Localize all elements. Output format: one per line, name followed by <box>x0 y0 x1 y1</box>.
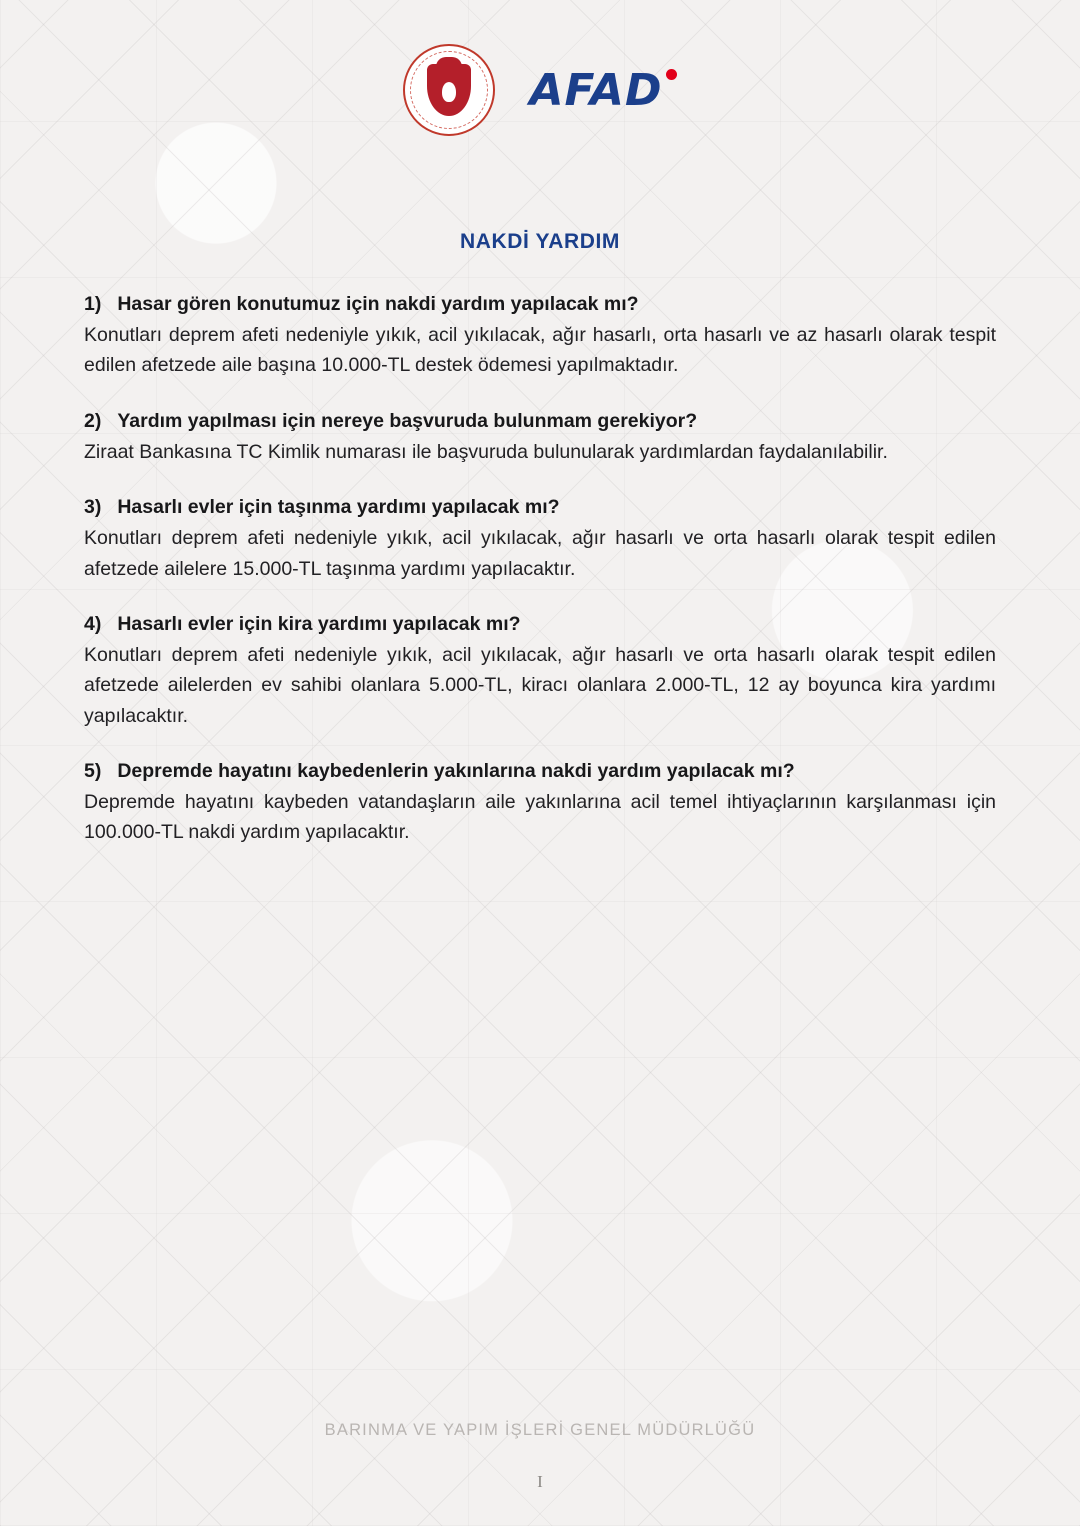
republic-of-turkiye-emblem-icon <box>403 44 495 136</box>
afad-logo-text: AFAD <box>529 64 663 116</box>
faq-item <box>84 610 996 731</box>
faq-question-text: Hasarlı evler için taşınma yardımı yapılacak mı? <box>117 496 560 519</box>
document-header <box>72 0 1008 144</box>
faq-item <box>84 407 996 467</box>
afad-logo-dot-icon <box>666 69 677 80</box>
faq-question-text: Yardım yapılması için nereye başvuruda bulunmam gerekiyor? <box>117 409 698 432</box>
faq-question-text: Hasarlı evler için kira yardımı yapılacak mı? <box>117 612 521 635</box>
faq-item-number: 5) <box>84 759 102 782</box>
page-number: I <box>537 1472 543 1491</box>
faq-item-number: 3) <box>84 496 102 519</box>
faq-item-number: 1) <box>84 293 102 315</box>
faq-question <box>84 407 996 435</box>
faq-item <box>84 290 996 381</box>
faq-question <box>84 290 996 318</box>
faq-answer: Depremde hayatını kaybeden vatandaşların aile yakınlarına acil temel ihtiyaçlarının karşılanması için 100.000-TL nakdi yardım yapılacaktır. <box>84 791 996 844</box>
faq-question-text: Depremde hayatını kaybedenlerin yakınlarına nakdi yardım yapılacak mı? <box>117 759 795 782</box>
afad-logo <box>529 65 676 116</box>
faq-question <box>84 757 996 785</box>
faq-answer: Konutları deprem afeti nedeniyle yıkık, acil yıkılacak, ağır hasarlı ve orta hasarlı olarak tespit edilen afetzede ailelerden ev sahibi olanlara 5.000-TL, kiracı olanlara 2.000-TL, 12 ay boyunca kira yardımı yapılacaktır. <box>84 644 996 727</box>
faq-question <box>84 493 996 521</box>
faq-item-number: 4) <box>84 612 102 635</box>
faq-item <box>84 493 996 584</box>
document-footer: BARINMA VE YAPIM İŞLERİ GENEL MÜDÜRLÜĞÜ <box>324 1421 756 1439</box>
faq-question <box>84 610 996 638</box>
faq-question-text: Hasar gören konutumuz için nakdi yardım yapılacak mı? <box>117 293 639 315</box>
faq-list <box>72 290 1008 848</box>
page-title: NAKDİ YARDIM <box>459 230 621 253</box>
faq-answer: Konutları deprem afeti nedeniyle yıkık, acil yıkılacak, ağır hasarlı, orta hasarlı ve az hasarlı olarak tespit edilen afetzede aile başına 10.000-TL destek ödemesi yapılmaktadır. <box>84 324 996 377</box>
faq-item-number: 2) <box>84 409 102 432</box>
faq-item <box>84 757 996 848</box>
faq-answer: Konutları deprem afeti nedeniyle yıkık, acil yıkılacak, ağır hasarlı ve orta hasarlı olarak tespit edilen afetzede ailelere 15.000-TL taşınma yardımı yapılacaktır. <box>84 527 996 580</box>
faq-answer: Ziraat Bankasına TC Kimlik numarası ile başvuruda bulunularak yardımlardan faydalanılabilir. <box>84 440 888 463</box>
